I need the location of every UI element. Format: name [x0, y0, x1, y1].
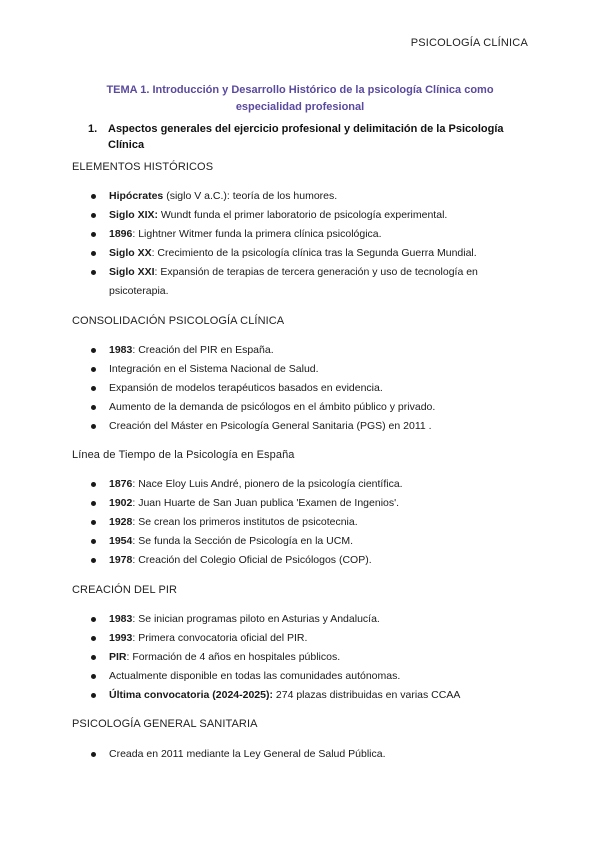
- list-item: Aumento de la demanda de psicólogos en el ámbito público y privado.: [72, 398, 528, 417]
- heading-text: Aspectos generales del ejercicio profesional y delimitación de la Psicología Clínica: [108, 123, 504, 151]
- section-title-historicos: ELEMENTOS HISTÓRICOS: [72, 161, 214, 173]
- bullet-icon: [91, 251, 96, 256]
- list-item: 1978: Creación del Colegio Oficial de Psicólogos (COP).: [72, 551, 528, 570]
- bullet-icon: [91, 539, 96, 544]
- numbered-heading: [88, 121, 528, 153]
- list-item: PIR: Formación de 4 años en hospitales públicos.: [72, 648, 528, 667]
- document-title: [72, 82, 528, 116]
- bullet-icon: [91, 617, 96, 622]
- list-item: 1993: Primera convocatoria oficial del PIR.: [72, 629, 528, 648]
- list-item: 1896: Lightner Witmer funda la primera clínica psicológica.: [72, 225, 528, 244]
- bullet-icon: [91, 558, 96, 563]
- bullet-icon: [91, 348, 96, 353]
- list-linea: [72, 475, 528, 570]
- list-item: 1902: Juan Huarte de San Juan publica 'Examen de Ingenios'.: [72, 494, 528, 513]
- bullet-icon: [91, 386, 96, 391]
- list-item: Siglo XXI: Expansión de terapias de tercera generación y uso de tecnología en psicoterapia.: [72, 263, 528, 301]
- section-title-consolidacion: CONSOLIDACIÓN PSICOLOGÍA CLÍNICA: [72, 315, 285, 327]
- bullet-icon: [91, 752, 96, 757]
- list-item: Integración en el Sistema Nacional de Salud.: [72, 360, 528, 379]
- list-item: Siglo XX: Crecimiento de la psicología clínica tras la Segunda Guerra Mundial.: [72, 244, 528, 263]
- list-item: Última convocatoria (2024-2025): 274 plazas distribuidas en varias CCAA: [72, 686, 528, 705]
- list-item: Actualmente disponible en todas las comunidades autónomas.: [72, 667, 528, 686]
- list-item: Creación del Máster en Psicología General Sanitaria (PGS) en 2011 .: [72, 417, 528, 436]
- list-item: 1928: Se crean los primeros institutos de psicotecnia.: [72, 513, 528, 532]
- list-item: Hipócrates (siglo V a.C.): teoría de los humores.: [72, 187, 528, 206]
- bullet-icon: [91, 232, 96, 237]
- bullet-icon: [91, 270, 96, 275]
- list-item: 1876: Nace Eloy Luis André, pionero de la psicología científica.: [72, 475, 528, 494]
- list-pir: [72, 610, 528, 705]
- title-line-2: especialidad profesional: [235, 101, 365, 113]
- list-item: Expansión de modelos terapéuticos basados en evidencia.: [72, 379, 528, 398]
- bullet-icon: [91, 194, 96, 199]
- list-item: 1983: Creación del PIR en España.: [72, 341, 528, 360]
- bullet-icon: [91, 424, 96, 429]
- list-historicos: [72, 187, 528, 301]
- list-item: 1983: Se inician programas piloto en Asturias y Andalucía.: [72, 610, 528, 629]
- section-title-pir: CREACIÓN DEL PIR: [72, 584, 178, 596]
- bullet-icon: [91, 693, 96, 698]
- heading-number: 1.: [88, 123, 98, 135]
- bullet-icon: [91, 482, 96, 487]
- bullet-icon: [91, 655, 96, 660]
- bullet-icon: [91, 213, 96, 218]
- section-title-pgs: PSICOLOGÍA GENERAL SANITARIA: [72, 718, 258, 730]
- bullet-icon: [91, 674, 96, 679]
- list-consolidacion: [72, 341, 528, 436]
- list-pgs: [72, 745, 528, 764]
- section-title-linea: Línea de Tiempo de la Psicología en España: [72, 449, 295, 461]
- list-item: 1954: Se funda la Sección de Psicología en la UCM.: [72, 532, 528, 551]
- bullet-icon: [91, 405, 96, 410]
- page-header: PSICOLOGÍA CLÍNICA: [410, 37, 528, 49]
- bullet-icon: [91, 501, 96, 506]
- list-item: Siglo XIX: Wundt funda el primer laboratorio de psicología experimental.: [72, 206, 528, 225]
- bullet-icon: [91, 636, 96, 641]
- bullet-icon: [91, 520, 96, 525]
- title-line-1: TEMA 1. Introducción y Desarrollo Histórico de la psicología Clínica como: [106, 84, 494, 96]
- list-item: Creada en 2011 mediante la Ley General de Salud Pública.: [72, 745, 528, 764]
- bullet-icon: [91, 367, 96, 372]
